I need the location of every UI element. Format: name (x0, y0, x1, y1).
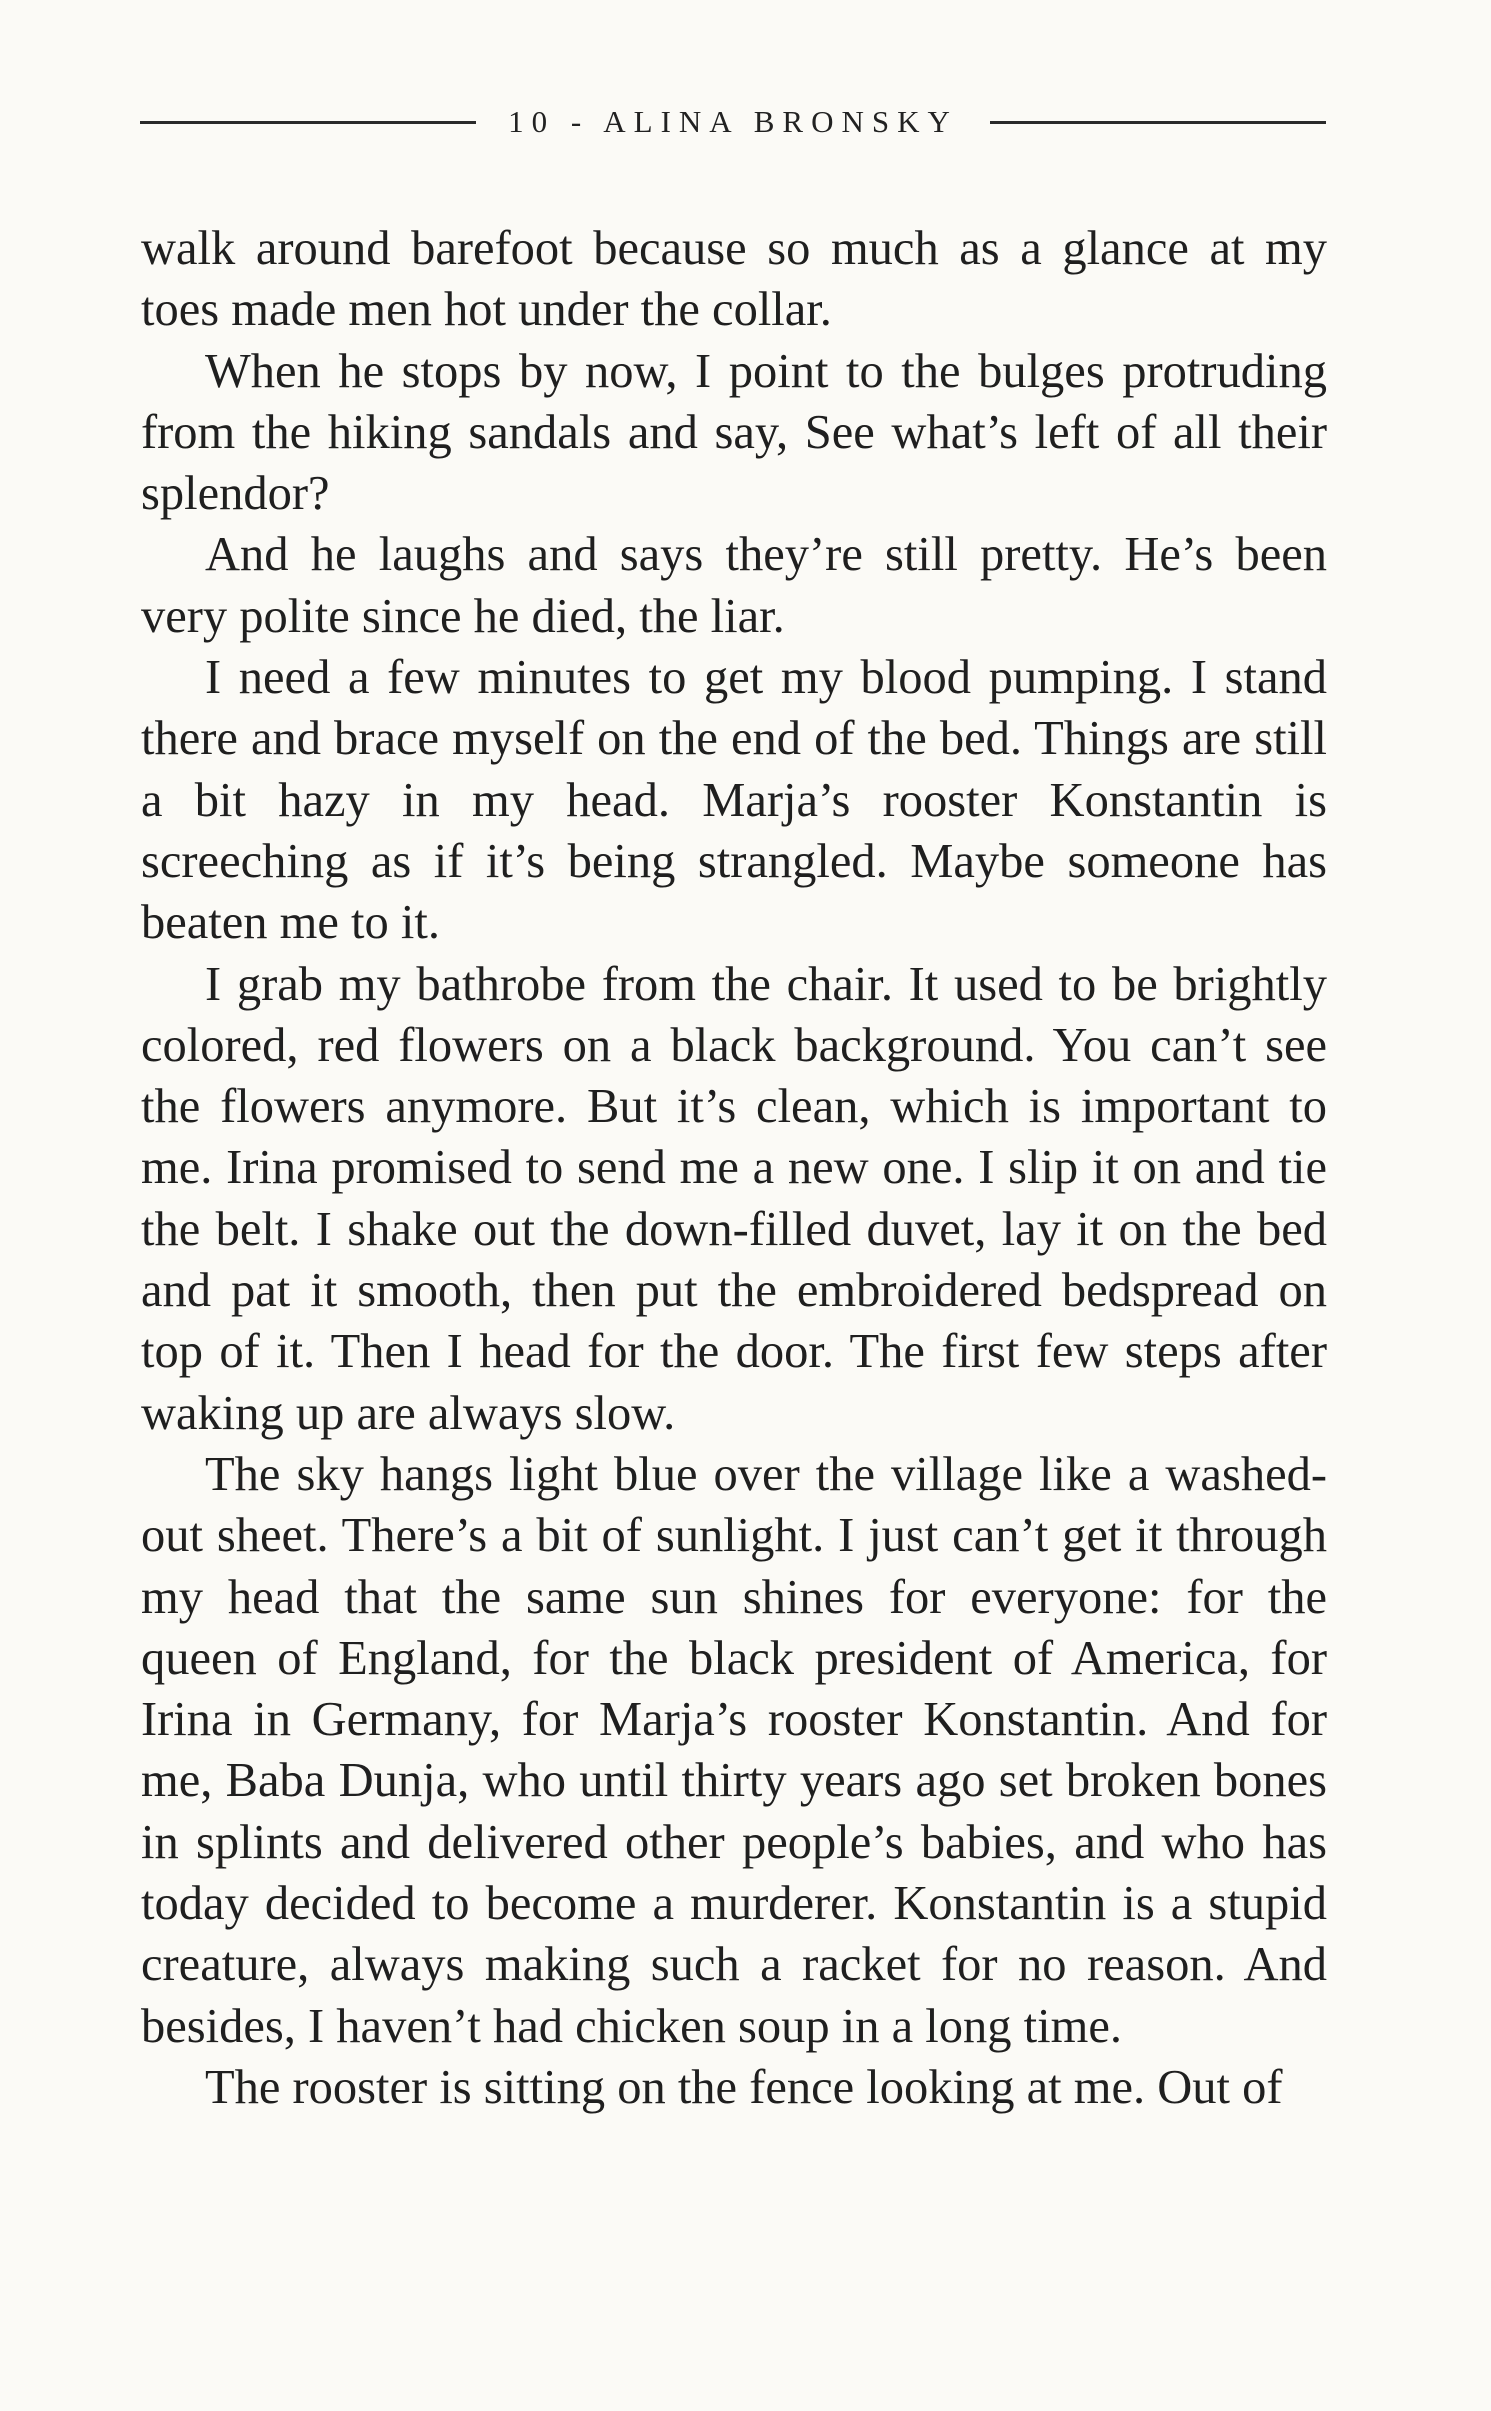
paragraph: The rooster is sitting on the fence looking at me. Out of (205, 2060, 1283, 2114)
header-separator: - (570, 104, 590, 139)
paragraph: The sky hangs light blue over the village like a washedout sheet. There’s a bit of sunlight. I just can’t get it through my head that the same sun shines for everyone: for the queen of England, for the black president of America, for Irina in Germany, for Marja’s rooster Konstantin. And for me, Baba Dunja, who until thirty years ago set broken bones in splints and delivered other people’s babies, and who has today decided to become a murderer. Konstantin is a stupid creature, always making such a racket for no reason. And besides, I haven’t had chicken soup in a long time. (141, 1447, 1327, 2053)
header-text (476, 104, 990, 140)
body-text (141, 218, 1327, 2118)
paragraph: When he stops by now, I point to the bulges protruding from the hiking sandals and say, See what’s left of all their splendor? (141, 344, 1327, 521)
page-number: 10 (508, 104, 556, 139)
paragraph: walk around barefoot because so much as a glance at my toes made men hot under the collar. (141, 222, 1327, 337)
header-rule-right (990, 121, 1326, 124)
author-name: ALINA BRONSKY (603, 104, 958, 139)
paragraph: I need a few minutes to get my blood pumping. I stand there and brace myself on the end of the bed. Things are still a bit hazy in my head. Marja’s rooster Konstantin is screeching as if it’s being strangled. Maybe someone has beaten me to it. (141, 651, 1327, 950)
running-header (140, 102, 1326, 142)
paragraph: I grab my bathrobe from the chair. It used to be brightly colored, red flowers on a black background. You can’t see the flowers anymore. But it’s clean, which is important to me. Irina promised to send me a new one. I slip it on and tie the belt. I shake out the down-filled duvet, lay it on the bed and pat it smooth, then put the embroidered bedspread on top of it. Then I head for the door. The first few steps after waking up are always slow. (141, 957, 1327, 1440)
paragraph: And he laughs and says they’re still pretty. He’s been very polite since he died, the liar. (141, 528, 1327, 643)
header-rule-left (140, 121, 476, 124)
